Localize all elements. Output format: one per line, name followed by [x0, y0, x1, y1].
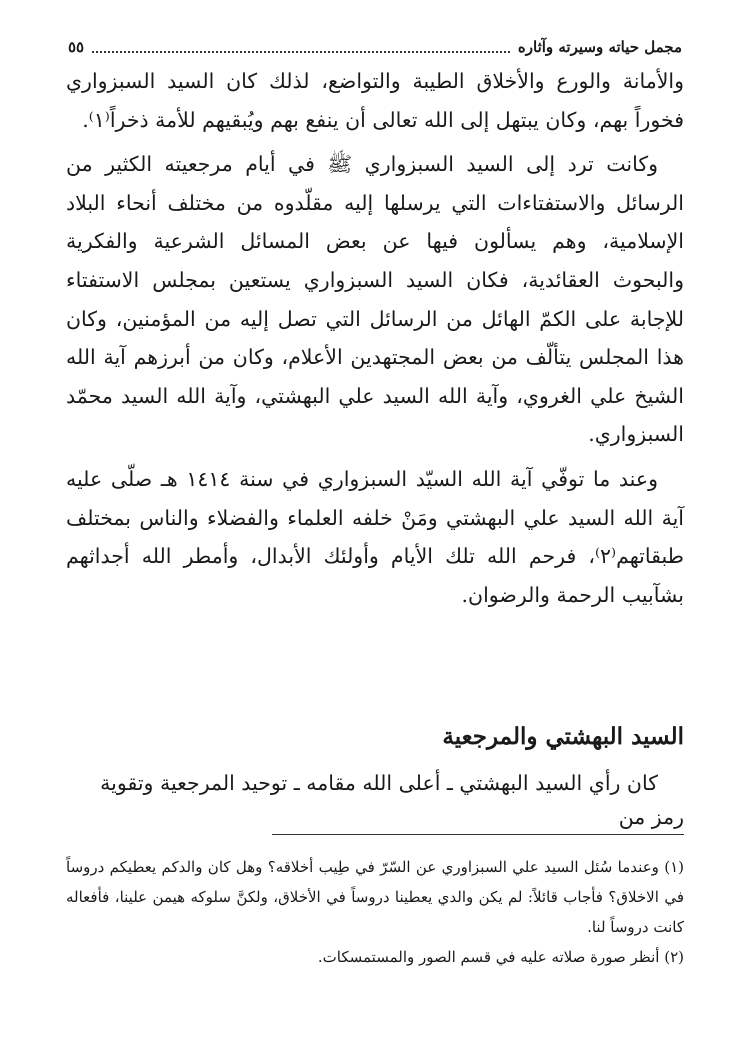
running-head-title: مجمل حياته وسيرته وآثاره — [517, 38, 682, 56]
paragraph-funeral: وعند ما توفّي آية الله السيّد السبزواري في سنة ١٤١٤ هـ صلّى عليه آية الله السيد علي البهشتي ومَنْ خلفه العلماء والفضلاء والناس بمختلف طبقاتهم⁽٢⁾، فرحم الله تلك الأيام وأولئك الأبدال، وأمطر الله أجداثهم بشآبيب الرحمة والرضوان. — [66, 466, 684, 607]
footnotes — [66, 852, 684, 972]
paragraph-istifta: وكانت ترد إلى السيد السبزواري ﷺ في أيام مرجعيته الكثير من الرسائل والاستفتاءات التي يرسلها إليه مقلّدوه من مختلف أنحاء البلاد الإسلامية، وهم يسألون فيها عن بعض المسائل الشرعية والفكرية والبحوث العقائدية، فكان السيد السبزواري يستعين بمجلس الاستفتاء للإجابة على الكمّ الهائل من الرسائل التي تصل إليه من المؤمنين، وكان هذا المجلس يتألّف من بعض المجتهدين الأعلام، وكان من أبرزهم آية الله الشيخ علي الغروي، وآية الله السيد علي البهشتي، وآية الله السيد محمّد السبزواري. — [66, 152, 684, 447]
footnote-2: (٢) أنظر صورة صلاته عليه في قسم الصور والمستمسكات. — [317, 948, 684, 966]
footnote-1: (١) وعندما سُئل السيد علي السبزاوري عن السّرّ في طِيب أخلاقه؟ وهل كان والدكم يعطيكم دروساً في الاخلاق؟ فأجاب قائلاً: لم يكن والدي يعطينا دروساً في الأخلاق، ولكنَّ سلوكه هيمن علينا، فأفعاله كانت دروساً لنا. — [66, 858, 684, 936]
running-head — [68, 34, 682, 60]
section-heading: السيد البهشتي والمرجعية — [442, 723, 684, 750]
footnote-separator — [272, 834, 684, 835]
leader-dots — [92, 41, 510, 53]
paragraph-continuation: والأمانة والورع والأخلاق الطيبة والتواضع، لذلك كان السيد السبزواري فخوراً بهم، وكان يبتهل إلى الله تعالى أن ينفع بهم ويُبقيهم للأمة ذخراً⁽١⁾. — [66, 69, 684, 132]
page-number: ٥٥ — [68, 38, 85, 56]
body-text — [66, 62, 684, 614]
section-first-line: كان رأي السيد البهشتي ـ أعلى الله مقامه ـ توحيد المرجعية وتقوية رمز من — [100, 771, 684, 829]
